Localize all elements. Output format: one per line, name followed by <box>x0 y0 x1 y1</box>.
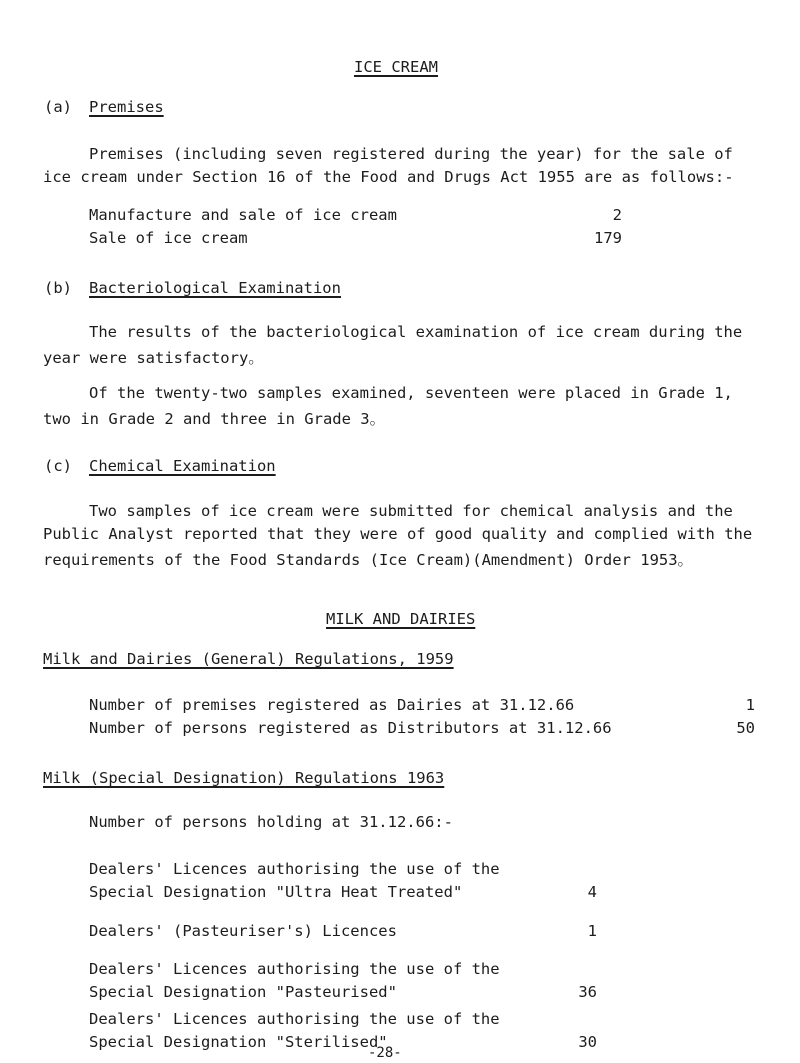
dairies-registered-value: 1 <box>745 696 755 714</box>
distributors-registered-label: Number of persons registered as Distributors at 31.12.66 <box>89 719 612 737</box>
chemical-paragraph-line-2: Public Analyst reported that they were of good quality and complied with the <box>43 525 753 543</box>
special-designation-heading: Milk (Special Designation) Regulations 1963 <box>43 769 445 787</box>
distributors-registered-value: 50 <box>736 719 755 737</box>
pasteurised-licence-line-1: Dealers' Licences authorising the use of the <box>89 960 500 978</box>
chemical-paragraph-line-3: requirements of the Food Standards (Ice Cream)(Amendment) Order 1953。 <box>43 551 694 569</box>
manufacture-and-sale-value: 2 <box>612 206 622 224</box>
ice-cream-heading: ICE CREAM <box>354 58 438 76</box>
pasteurised-licence-value: 36 <box>578 983 597 1001</box>
bacteriological-paragraph-line-2: year were satisfactory。 <box>43 349 264 367</box>
sterilised-licence-line-2: Special Designation "Sterilised" <box>89 1033 388 1051</box>
premises-heading: Premises <box>89 98 164 116</box>
bacteriological-paragraph-line-1: The results of the bacteriological examination of ice cream during the <box>89 323 743 341</box>
page-number: -28- <box>368 1045 402 1061</box>
chemical-heading: Chemical Examination <box>89 457 276 475</box>
sale-of-ice-cream-label: Sale of ice cream <box>89 229 248 247</box>
chemical-paragraph-line-1: Two samples of ice cream were submitted for chemical analysis and the <box>89 502 733 520</box>
premises-paragraph-line-2: ice cream under Section 16 of the Food and Drugs Act 1955 are as follows:- <box>43 168 734 186</box>
section-a-label: (a) <box>44 98 72 116</box>
special-designation-intro: Number of persons holding at 31.12.66:- <box>89 813 453 831</box>
sale-of-ice-cream-value: 179 <box>594 229 622 247</box>
manufacture-and-sale-label: Manufacture and sale of ice cream <box>89 206 397 224</box>
sterilised-licence-line-1: Dealers' Licences authorising the use of the <box>89 1010 500 1028</box>
uht-licence-line-1: Dealers' Licences authorising the use of the <box>89 860 500 878</box>
section-c-label: (c) <box>44 457 72 475</box>
section-b-label: (b) <box>44 279 72 297</box>
dairies-registered-label: Number of premises registered as Dairies at 31.12.66 <box>89 696 575 714</box>
pasteuriser-licence-line-1: Dealers' (Pasteuriser's) Licences <box>89 922 397 940</box>
general-regulations-heading: Milk and Dairies (General) Regulations, 1959 <box>43 650 454 668</box>
uht-licence-line-2: Special Designation "Ultra Heat Treated" <box>89 883 463 901</box>
bacteriological-heading: Bacteriological Examination <box>89 279 341 297</box>
sterilised-licence-value: 30 <box>578 1033 597 1051</box>
pasteuriser-licence-value: 1 <box>587 922 597 940</box>
uht-licence-value: 4 <box>587 883 597 901</box>
milk-dairies-heading: MILK AND DAIRIES <box>326 610 476 628</box>
grades-paragraph-line-1: Of the twenty-two samples examined, seventeen were placed in Grade 1, <box>89 384 733 402</box>
grades-paragraph-line-2: two in Grade 2 and three in Grade 3。 <box>43 410 386 428</box>
premises-paragraph-line-1: Premises (including seven registered during the year) for the sale of <box>89 145 733 163</box>
pasteurised-licence-line-2: Special Designation "Pasteurised" <box>89 983 397 1001</box>
